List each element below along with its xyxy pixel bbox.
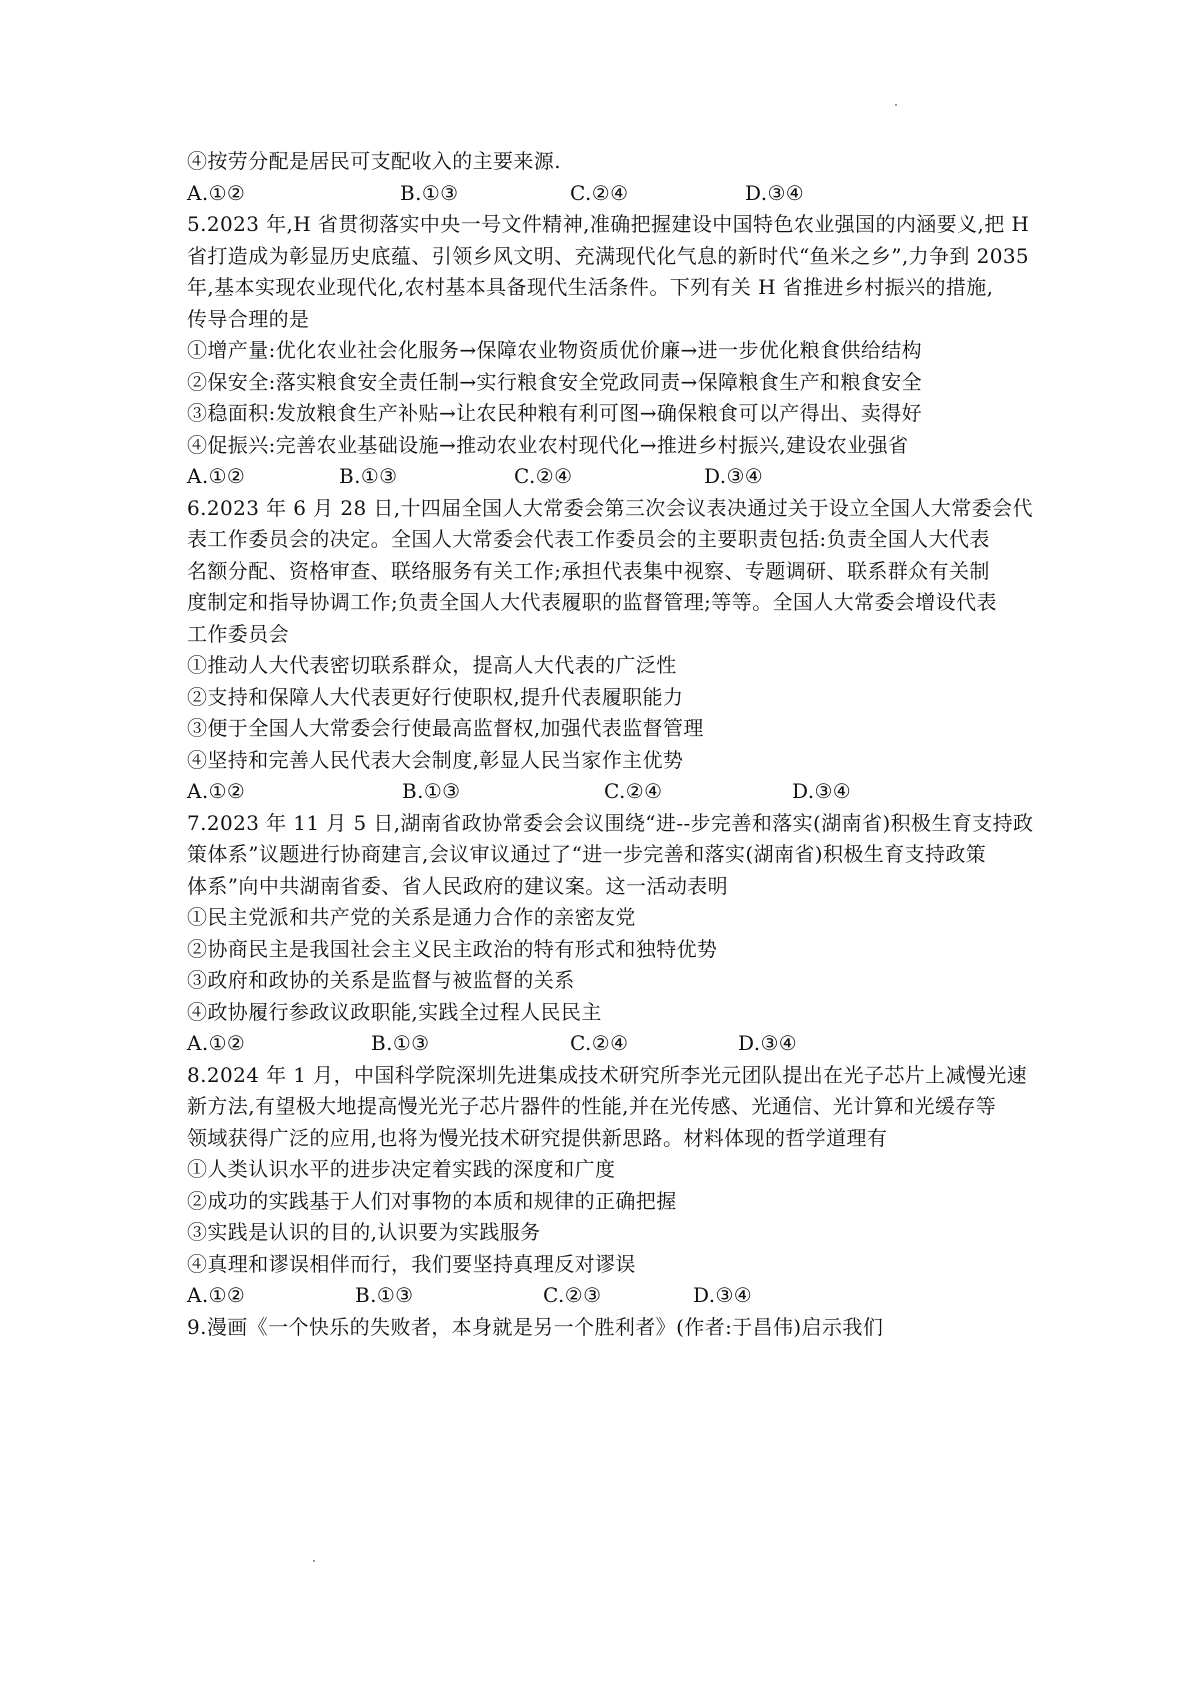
q7-stem-line: 7.2023 年 11 月 5 日,湖南省政协常委会会议围绕“进--步完善和落实(湖南省)积极生育支持政 xyxy=(187,810,1034,835)
q5-statement-3: ③稳面积:发放粮食生产补贴→让农民种粮有利可图→确保粮食可以产得出、卖得好 xyxy=(187,401,923,425)
q7-statement-2: ②协商民主是我国社会主义民主政治的特有形式和独特优势 xyxy=(187,936,718,961)
q6-stem-line: 工作委员会 xyxy=(187,621,289,646)
q7-statement-1: ①民主党派和共产党的关系是通力合作的亲密友党 xyxy=(187,905,636,929)
q6-statement-2: ②支持和保障人大代表更好行使职权,提升代表履职能力 xyxy=(187,684,684,709)
q6-choice-a: A.①② xyxy=(187,779,246,803)
q7-choices xyxy=(187,1028,1047,1060)
q7-choice-c: C.②④ xyxy=(570,1031,629,1055)
q6-statement-4: ④坚持和完善人民代表大会制度,彰显人民当家作主优势 xyxy=(187,747,684,772)
q5-stem-line: 5.2023 年,H 省贯彻落实中央一号文件精神,准确把握建设中国特色农业强国的内涵要义,把 H xyxy=(187,212,1030,236)
q5-statement-4: ④促振兴:完善农业基础设施→推动农业农村现代化→推进乡村振兴,建设农业强省 xyxy=(187,432,909,457)
q8-stem-line: 领域获得广泛的应用,也将为慢光技术研究提供新思路。材料体现的哲学道理有 xyxy=(187,1125,888,1150)
q8-choice-c: C.②③ xyxy=(543,1283,602,1307)
q7-choice-d: D.③④ xyxy=(738,1031,798,1055)
question-content xyxy=(187,146,1047,1343)
q4-choice-a: A.①② xyxy=(187,180,246,205)
q4-choice-b: B.①③ xyxy=(400,180,459,205)
q5-choice-a: A.①② xyxy=(187,464,246,488)
q5-statement-1: ①增产量:优化农业社会化服务→保障农业物资质优价廉→进一步优化粮食供给结构 xyxy=(187,338,923,362)
q5-choice-c: C.②④ xyxy=(514,464,573,488)
q7-choice-a: A.①② xyxy=(187,1031,246,1055)
q6-choice-c: C.②④ xyxy=(604,779,663,803)
q8-choice-b: B.①③ xyxy=(355,1283,414,1307)
q7-stem-line: 策体系”议题进行协商建言,会议审议通过了“进一步完善和落实(湖南省)积极生育支持政策 xyxy=(187,842,987,866)
q5-stem-line: 传导合理的是 xyxy=(187,306,310,331)
q7-statement-4: ④政协履行参政议政职能,实践全过程人民民主 xyxy=(187,999,602,1024)
q4-choices xyxy=(187,178,1047,210)
q8-statement-1: ①人类认识水平的进步决定着实践的深度和广度 xyxy=(187,1157,616,1181)
q7-statement-3: ③政府和政协的关系是监督与被监督的关系 xyxy=(187,968,575,992)
scan-speck xyxy=(313,1560,315,1562)
q7-stem-line: 体系”向中共湖南省委、省人民政府的建议案。这一活动表明 xyxy=(187,873,729,898)
q6-stem-line: 度制定和指导协调工作;负责全国人大代表履职的监督管理;等等。全国人大常委会增设代表 xyxy=(187,590,997,614)
q6-choices xyxy=(187,776,1047,808)
q9-stem: 9.漫画《一个快乐的失败者，本身就是另一个胜利者》(作者:于昌伟)启示我们 xyxy=(187,1314,884,1339)
q6-choice-b: B.①③ xyxy=(402,779,461,803)
q5-stem-line: 省打造成为彰显历史底蕴、引领乡风文明、充满现代化气息的新时代“鱼米之乡”,力争到 2035 xyxy=(187,243,1030,268)
q6-stem-line: 6.2023 年 6 月 28 日,十四届全国人大常委会第三次会议表决通过关于设立全国人大常委会代 xyxy=(187,495,1033,520)
q8-stem-line: 新方法,有望极大地提高慢光光子芯片器件的性能,并在光传感、光通信、光计算和光缓存等 xyxy=(187,1094,997,1118)
q4-choice-d: D.③④ xyxy=(745,180,805,205)
q5-choice-b: B.①③ xyxy=(339,464,398,488)
q8-stem-line: 8.2024 年 1 月，中国科学院深圳先进集成技术研究所李光元团队提出在光子芯片上减慢光速 xyxy=(187,1062,1028,1087)
q5-stem-line: 年,基本实现农业现代化,农村基本具备现代生活条件。下列有关 H 省推进乡村振兴的措施, xyxy=(187,275,994,299)
q8-choices xyxy=(187,1280,1047,1312)
scan-speck xyxy=(895,104,897,106)
q8-choice-a: A.①② xyxy=(187,1283,246,1307)
q8-choice-d: D.③④ xyxy=(693,1283,753,1307)
q4-choice-c: C.②④ xyxy=(570,180,629,205)
q8-statement-2: ②成功的实践基于人们对事物的本质和规律的正确把握 xyxy=(187,1188,677,1213)
q6-stem-line: 名额分配、资格审查、联络服务有关工作;承担代表集中视察、专题调研、联系群众有关制 xyxy=(187,558,990,583)
q6-statement-3: ③便于全国人大常委会行使最高监督权,加强代表监督管理 xyxy=(187,716,704,740)
q5-statement-2: ②保安全:落实粮食安全责任制→实行粮食安全党政同责→保障粮食生产和粮食安全 xyxy=(187,369,923,394)
q4-statement-4: ④按劳分配是居民可支配收入的主要来源. xyxy=(187,149,561,173)
q6-choice-d: D.③④ xyxy=(792,779,852,803)
q5-choice-d: D.③④ xyxy=(704,464,764,488)
q5-choices xyxy=(187,461,1047,493)
q6-statement-1: ①推动人大代表密切联系群众，提高人大代表的广泛性 xyxy=(187,653,677,677)
q7-choice-b: B.①③ xyxy=(371,1031,430,1055)
q8-statement-3: ③实践是认识的目的,认识要为实践服务 xyxy=(187,1220,541,1244)
q6-stem-line: 表工作委员会的决定。全国人大常委会代表工作委员会的主要职责包括:负责全国人大代表 xyxy=(187,527,990,551)
q8-statement-4: ④真理和谬误相伴而行，我们要坚持真理反对谬误 xyxy=(187,1251,636,1276)
